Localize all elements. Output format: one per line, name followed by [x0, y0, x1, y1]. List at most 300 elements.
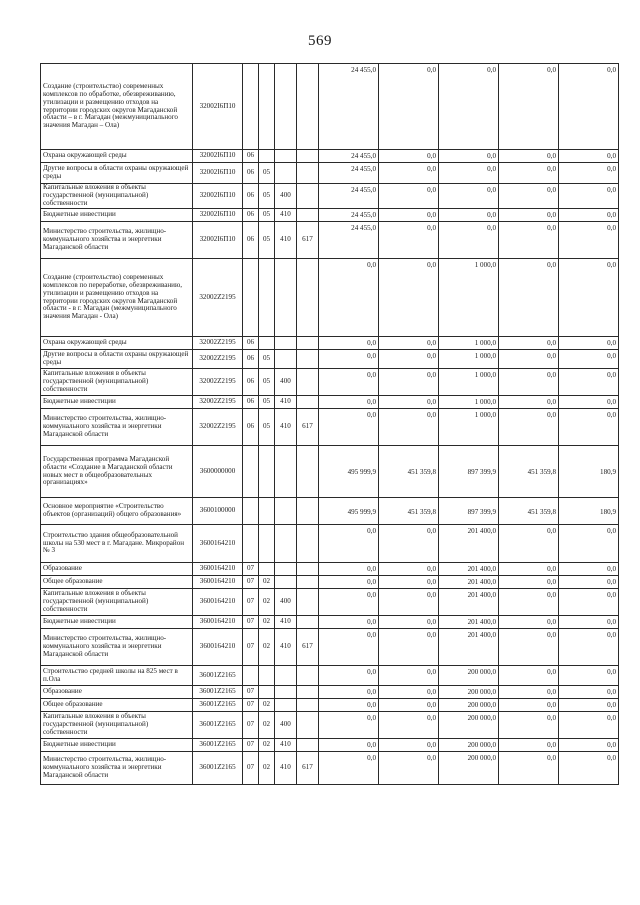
row-name: Основное мероприятие «Строительство объектов (организаций) общего образования»	[41, 498, 193, 525]
row-value-3: 201 400,0	[439, 616, 499, 629]
row-name: Капитальные вложения в объекты государственной (муниципальной) собственности	[41, 589, 193, 616]
row-value-4: 0,0	[499, 563, 559, 576]
row-section: 07	[243, 616, 259, 629]
row-section: 06	[243, 184, 259, 209]
row-name: Строительство здания общеобразовательной школы на 530 мест в г. Магадане. Микрорайон № 3	[41, 525, 193, 563]
table-row	[41, 616, 619, 629]
row-value-1: 0,0	[319, 369, 379, 396]
row-expense-type	[275, 350, 297, 369]
row-administrator	[297, 589, 319, 616]
row-value-1: 495 999,9	[319, 498, 379, 525]
row-subsection: 02	[259, 712, 275, 739]
table-row	[41, 712, 619, 739]
row-name: Строительство средней школы на 825 мест в п.Ола	[41, 666, 193, 686]
row-expense-type	[275, 446, 297, 498]
row-value-1: 0,0	[319, 629, 379, 666]
row-value-3: 1 000,0	[439, 409, 499, 446]
row-expense-type: 410	[275, 409, 297, 446]
row-subsection	[259, 150, 275, 163]
row-expense-type: 400	[275, 184, 297, 209]
row-value-5: 0,0	[559, 369, 619, 396]
row-value-3: 200 000,0	[439, 712, 499, 739]
row-expense-type: 410	[275, 739, 297, 752]
row-value-1: 0,0	[319, 739, 379, 752]
row-value-1: 0,0	[319, 666, 379, 686]
row-name: Бюджетные инвестиции	[41, 396, 193, 409]
row-name: Другие вопросы в области охраны окружающей среды	[41, 163, 193, 184]
row-value-3: 0,0	[439, 209, 499, 222]
row-subsection: 05	[259, 163, 275, 184]
table-row	[41, 563, 619, 576]
row-value-4: 0,0	[499, 396, 559, 409]
row-name: Создание (строительство) современных комплексов по переработке, обезвреживанию, утилизации и размещению отходов на территории городских округов Магаданской области - в г. Магадан (межмуниципального значения Магадан - Ола)	[41, 259, 193, 337]
row-subsection	[259, 498, 275, 525]
table-row	[41, 209, 619, 222]
row-expense-type	[275, 163, 297, 184]
table-row	[41, 409, 619, 446]
row-value-5: 0,0	[559, 184, 619, 209]
row-target-code: 3600000000	[193, 446, 243, 498]
row-value-3: 1 000,0	[439, 369, 499, 396]
row-subsection	[259, 563, 275, 576]
row-name: Капитальные вложения в объекты государственной (муниципальной) собственности	[41, 184, 193, 209]
table-row	[41, 576, 619, 589]
row-section	[243, 259, 259, 337]
row-subsection	[259, 64, 275, 150]
table-row	[41, 369, 619, 396]
row-value-1: 0,0	[319, 337, 379, 350]
row-target-code: 32002I6П10	[193, 209, 243, 222]
row-value-5: 0,0	[559, 350, 619, 369]
row-value-4: 0,0	[499, 369, 559, 396]
row-value-3: 200 000,0	[439, 686, 499, 699]
row-section: 07	[243, 752, 259, 785]
row-value-3: 0,0	[439, 150, 499, 163]
row-value-5: 0,0	[559, 563, 619, 576]
row-target-code: 32002Z2195	[193, 369, 243, 396]
row-value-2: 0,0	[379, 563, 439, 576]
table-row	[41, 446, 619, 498]
row-value-1: 0,0	[319, 409, 379, 446]
table-row	[41, 184, 619, 209]
row-value-2: 0,0	[379, 184, 439, 209]
row-administrator	[297, 699, 319, 712]
row-administrator	[297, 712, 319, 739]
row-value-1: 24 455,0	[319, 184, 379, 209]
row-target-code: 36001Z2165	[193, 666, 243, 686]
row-subsection: 02	[259, 616, 275, 629]
row-value-3: 0,0	[439, 163, 499, 184]
row-value-1: 24 455,0	[319, 64, 379, 150]
row-value-1: 0,0	[319, 525, 379, 563]
row-expense-type	[275, 259, 297, 337]
row-value-1: 0,0	[319, 712, 379, 739]
row-subsection: 02	[259, 752, 275, 785]
row-value-1: 24 455,0	[319, 209, 379, 222]
row-administrator	[297, 209, 319, 222]
row-administrator	[297, 498, 319, 525]
row-expense-type	[275, 576, 297, 589]
row-value-1: 495 999,9	[319, 446, 379, 498]
row-value-4: 0,0	[499, 209, 559, 222]
row-value-4: 0,0	[499, 163, 559, 184]
row-expense-type: 400	[275, 369, 297, 396]
row-value-5: 0,0	[559, 699, 619, 712]
row-section: 07	[243, 686, 259, 699]
row-name: Бюджетные инвестиции	[41, 616, 193, 629]
row-section: 06	[243, 396, 259, 409]
row-expense-type	[275, 699, 297, 712]
row-target-code: 3600164210	[193, 629, 243, 666]
table-row	[41, 739, 619, 752]
row-value-3: 0,0	[439, 184, 499, 209]
row-value-5: 0,0	[559, 222, 619, 259]
row-value-5: 0,0	[559, 396, 619, 409]
row-target-code: 32002Z2195	[193, 259, 243, 337]
table-row	[41, 150, 619, 163]
row-target-code: 3600164210	[193, 563, 243, 576]
row-expense-type	[275, 337, 297, 350]
row-subsection: 02	[259, 576, 275, 589]
row-value-2: 0,0	[379, 666, 439, 686]
row-value-2: 0,0	[379, 409, 439, 446]
row-target-code: 3600100000	[193, 498, 243, 525]
row-name: Охрана окружающей среды	[41, 337, 193, 350]
row-value-3: 200 000,0	[439, 739, 499, 752]
row-section: 07	[243, 739, 259, 752]
row-administrator	[297, 525, 319, 563]
row-value-5: 0,0	[559, 150, 619, 163]
page-number: 569	[308, 33, 332, 49]
row-section: 07	[243, 589, 259, 616]
row-section: 07	[243, 576, 259, 589]
row-target-code: 32002Z2195	[193, 337, 243, 350]
row-value-4: 0,0	[499, 629, 559, 666]
row-subsection: 05	[259, 209, 275, 222]
table-row	[41, 222, 619, 259]
row-section: 06	[243, 222, 259, 259]
row-name: Министерство строительства, жилищно-коммунального хозяйства и энергетики Магаданской области	[41, 222, 193, 259]
row-value-5: 0,0	[559, 163, 619, 184]
row-name: Министерство строительства, жилищно-коммунального хозяйства и энергетики Магаданской области	[41, 409, 193, 446]
row-value-5: 0,0	[559, 525, 619, 563]
row-value-2: 0,0	[379, 222, 439, 259]
row-value-5: 0,0	[559, 259, 619, 337]
table-row	[41, 666, 619, 686]
row-target-code: 3600164210	[193, 616, 243, 629]
row-expense-type	[275, 150, 297, 163]
row-section: 07	[243, 699, 259, 712]
row-section	[243, 525, 259, 563]
row-target-code: 32002I6П10	[193, 64, 243, 150]
row-value-4: 451 359,8	[499, 446, 559, 498]
row-value-3: 201 400,0	[439, 576, 499, 589]
row-subsection	[259, 337, 275, 350]
row-value-4: 0,0	[499, 666, 559, 686]
row-value-5: 0,0	[559, 666, 619, 686]
row-value-2: 0,0	[379, 712, 439, 739]
row-value-2: 0,0	[379, 64, 439, 150]
row-value-5: 180,9	[559, 446, 619, 498]
row-target-code: 32002I6П10	[193, 184, 243, 209]
row-name: Бюджетные инвестиции	[41, 739, 193, 752]
row-section: 06	[243, 209, 259, 222]
row-value-1: 0,0	[319, 686, 379, 699]
row-value-3: 0,0	[439, 64, 499, 150]
row-value-4: 0,0	[499, 525, 559, 563]
row-administrator	[297, 64, 319, 150]
row-value-1: 0,0	[319, 589, 379, 616]
row-target-code: 36001Z2165	[193, 739, 243, 752]
row-value-3: 201 400,0	[439, 563, 499, 576]
table-row	[41, 64, 619, 150]
row-administrator	[297, 259, 319, 337]
row-value-3: 1 000,0	[439, 350, 499, 369]
row-target-code: 32002Z2195	[193, 396, 243, 409]
row-target-code: 32002Z2195	[193, 350, 243, 369]
row-name: Общее образование	[41, 576, 193, 589]
row-value-4: 0,0	[499, 589, 559, 616]
table-row	[41, 686, 619, 699]
row-value-5: 0,0	[559, 686, 619, 699]
row-value-3: 200 000,0	[439, 699, 499, 712]
row-expense-type	[275, 563, 297, 576]
row-expense-type: 410	[275, 752, 297, 785]
row-administrator: 617	[297, 409, 319, 446]
row-subsection: 05	[259, 409, 275, 446]
table-row	[41, 498, 619, 525]
row-value-1: 0,0	[319, 350, 379, 369]
row-value-2: 451 359,8	[379, 446, 439, 498]
row-value-4: 0,0	[499, 259, 559, 337]
row-value-1: 24 455,0	[319, 150, 379, 163]
row-value-5: 0,0	[559, 616, 619, 629]
table-row	[41, 589, 619, 616]
row-subsection	[259, 259, 275, 337]
row-value-3: 897 399,9	[439, 498, 499, 525]
row-value-5: 0,0	[559, 739, 619, 752]
row-name: Бюджетные инвестиции	[41, 209, 193, 222]
row-administrator	[297, 350, 319, 369]
row-value-2: 0,0	[379, 259, 439, 337]
row-section	[243, 64, 259, 150]
row-value-1: 0,0	[319, 752, 379, 785]
row-target-code: 36001Z2165	[193, 686, 243, 699]
row-value-2: 0,0	[379, 150, 439, 163]
row-administrator: 617	[297, 752, 319, 785]
row-name: Капитальные вложения в объекты государственной (муниципальной) собственности	[41, 712, 193, 739]
row-expense-type: 410	[275, 629, 297, 666]
row-value-2: 0,0	[379, 163, 439, 184]
row-section: 06	[243, 150, 259, 163]
row-administrator	[297, 337, 319, 350]
row-value-3: 1 000,0	[439, 396, 499, 409]
row-name: Общее образование	[41, 699, 193, 712]
table-row	[41, 337, 619, 350]
row-name: Капитальные вложения в объекты государственной (муниципальной) собственности	[41, 369, 193, 396]
row-subsection: 02	[259, 629, 275, 666]
row-expense-type	[275, 525, 297, 563]
table-row	[41, 525, 619, 563]
row-value-5: 0,0	[559, 752, 619, 785]
row-value-4: 0,0	[499, 699, 559, 712]
row-value-2: 0,0	[379, 525, 439, 563]
row-section: 06	[243, 369, 259, 396]
row-administrator	[297, 163, 319, 184]
row-value-4: 0,0	[499, 616, 559, 629]
row-value-4: 0,0	[499, 337, 559, 350]
row-section	[243, 666, 259, 686]
row-subsection: 05	[259, 184, 275, 209]
row-value-3: 201 400,0	[439, 525, 499, 563]
row-administrator	[297, 563, 319, 576]
row-expense-type	[275, 64, 297, 150]
row-value-4: 0,0	[499, 686, 559, 699]
row-value-5: 0,0	[559, 64, 619, 150]
row-target-code: 3600164210	[193, 589, 243, 616]
row-value-5: 0,0	[559, 589, 619, 616]
row-value-1: 0,0	[319, 563, 379, 576]
row-administrator	[297, 666, 319, 686]
table-row	[41, 699, 619, 712]
row-administrator	[297, 739, 319, 752]
row-value-2: 0,0	[379, 369, 439, 396]
row-value-3: 201 400,0	[439, 629, 499, 666]
row-subsection: 05	[259, 222, 275, 259]
row-value-2: 0,0	[379, 589, 439, 616]
row-administrator: 617	[297, 629, 319, 666]
row-value-2: 0,0	[379, 629, 439, 666]
row-value-2: 0,0	[379, 699, 439, 712]
row-value-5: 0,0	[559, 209, 619, 222]
row-expense-type: 410	[275, 222, 297, 259]
row-administrator	[297, 396, 319, 409]
row-name: Образование	[41, 686, 193, 699]
row-value-5: 0,0	[559, 337, 619, 350]
row-target-code: 32002I6П10	[193, 222, 243, 259]
row-value-2: 0,0	[379, 686, 439, 699]
table-row	[41, 396, 619, 409]
row-value-3: 200 000,0	[439, 666, 499, 686]
table-row	[41, 163, 619, 184]
row-target-code: 32002I6П10	[193, 163, 243, 184]
row-value-4: 0,0	[499, 64, 559, 150]
row-section: 06	[243, 337, 259, 350]
row-subsection: 05	[259, 396, 275, 409]
row-subsection: 02	[259, 699, 275, 712]
row-value-1: 0,0	[319, 576, 379, 589]
row-value-2: 0,0	[379, 337, 439, 350]
row-administrator	[297, 446, 319, 498]
row-subsection	[259, 525, 275, 563]
row-subsection: 02	[259, 589, 275, 616]
row-administrator	[297, 184, 319, 209]
row-section: 06	[243, 409, 259, 446]
row-expense-type	[275, 666, 297, 686]
row-value-3: 1 000,0	[439, 337, 499, 350]
row-value-3: 201 400,0	[439, 589, 499, 616]
row-subsection	[259, 446, 275, 498]
row-value-4: 0,0	[499, 222, 559, 259]
row-name: Другие вопросы в области охраны окружающей среды	[41, 350, 193, 369]
row-subsection: 05	[259, 350, 275, 369]
row-expense-type	[275, 498, 297, 525]
row-value-4: 0,0	[499, 752, 559, 785]
row-value-3: 200 000,0	[439, 752, 499, 785]
row-expense-type: 410	[275, 616, 297, 629]
row-subsection: 02	[259, 739, 275, 752]
row-value-1: 24 455,0	[319, 163, 379, 184]
row-value-2: 451 359,8	[379, 498, 439, 525]
row-value-1: 0,0	[319, 396, 379, 409]
row-value-1: 0,0	[319, 616, 379, 629]
row-administrator	[297, 369, 319, 396]
row-name: Министерство строительства, жилищно-коммунального хозяйства и энергетики Магаданской области	[41, 752, 193, 785]
row-subsection: 05	[259, 369, 275, 396]
row-subsection	[259, 666, 275, 686]
row-administrator	[297, 150, 319, 163]
row-name: Министерство строительства, жилищно-коммунального хозяйства и энергетики Магаданской области	[41, 629, 193, 666]
row-value-4: 0,0	[499, 576, 559, 589]
row-name: Создание (строительство) современных комплексов по обработке, обезвреживанию, утилизации и размещению отходов на территории городских округов Магаданской области – в г. Магадан (межмуниципального значения Магадан – Ола)	[41, 64, 193, 150]
row-administrator	[297, 686, 319, 699]
row-expense-type	[275, 686, 297, 699]
row-value-2: 0,0	[379, 209, 439, 222]
table-row	[41, 259, 619, 337]
row-section: 07	[243, 629, 259, 666]
row-section: 07	[243, 712, 259, 739]
row-value-4: 451 359,8	[499, 498, 559, 525]
row-value-5: 0,0	[559, 629, 619, 666]
row-section: 06	[243, 350, 259, 369]
row-value-2: 0,0	[379, 752, 439, 785]
row-expense-type: 400	[275, 589, 297, 616]
row-target-code: 32002Z2195	[193, 409, 243, 446]
row-value-4: 0,0	[499, 184, 559, 209]
row-value-5: 180,9	[559, 498, 619, 525]
table-row	[41, 629, 619, 666]
row-section: 06	[243, 163, 259, 184]
row-value-1: 24 455,0	[319, 222, 379, 259]
row-value-5: 0,0	[559, 576, 619, 589]
row-value-4: 0,0	[499, 350, 559, 369]
row-value-4: 0,0	[499, 739, 559, 752]
row-target-code: 3600164210	[193, 576, 243, 589]
row-value-4: 0,0	[499, 150, 559, 163]
table-row	[41, 350, 619, 369]
table-row	[41, 752, 619, 785]
row-value-1: 0,0	[319, 259, 379, 337]
row-expense-type: 400	[275, 712, 297, 739]
row-section	[243, 498, 259, 525]
row-value-3: 0,0	[439, 222, 499, 259]
row-target-code: 32002I6П10	[193, 150, 243, 163]
row-value-4: 0,0	[499, 712, 559, 739]
budget-table-body	[41, 64, 619, 785]
row-target-code: 36001Z2165	[193, 712, 243, 739]
row-name: Образование	[41, 563, 193, 576]
row-expense-type: 410	[275, 209, 297, 222]
row-target-code: 3600164210	[193, 525, 243, 563]
row-administrator	[297, 576, 319, 589]
row-value-2: 0,0	[379, 616, 439, 629]
row-expense-type: 410	[275, 396, 297, 409]
row-value-3: 1 000,0	[439, 259, 499, 337]
row-section: 07	[243, 563, 259, 576]
row-name: Охрана окружающей среды	[41, 150, 193, 163]
row-administrator	[297, 616, 319, 629]
row-value-2: 0,0	[379, 576, 439, 589]
